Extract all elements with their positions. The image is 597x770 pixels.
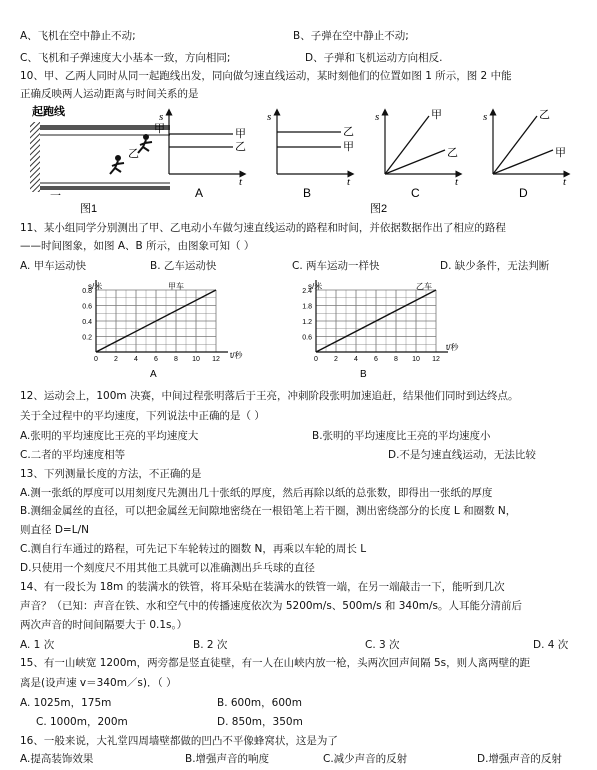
q11-option-b: B. 乙车运动快 <box>150 260 217 272</box>
chart-a-caption: A <box>150 369 157 380</box>
q13-option-d: D.只使用一个刻度尺不用其他工具就可以准确测出乒乓球的直径 <box>20 562 315 574</box>
chart-a-xtick-label: 2 <box>114 356 118 363</box>
q13-option-b-line1: B.测细金属丝的直径，可以把金属丝无间隙地密绕在一根铅笔上若干圈，测出密绕部分的长度 L 和圈数 N， <box>20 505 517 517</box>
chart-b-xtick-label: 0 <box>314 356 318 363</box>
fig2-panel-c <box>375 108 459 200</box>
chart-a-xtick-label: 8 <box>174 356 178 363</box>
panel-c-axis-t: t <box>455 176 459 188</box>
chart-b-series-label: 乙车 <box>416 282 432 291</box>
q14-option-c: C. 3 次 <box>365 639 400 651</box>
chart-a-xtick-label: 12 <box>212 356 220 363</box>
runner-jia <box>138 134 152 153</box>
chart-b-xtick-label: 6 <box>374 356 378 363</box>
panel-c-letter: C <box>411 186 420 200</box>
panel-a-axis-t: t <box>239 176 243 188</box>
q9-option-b: B、子弹在空中静止不动; <box>293 30 409 42</box>
panel-d-letter: D <box>519 186 528 200</box>
q13-option-b-line2: 则直径 D=L/N <box>20 524 89 536</box>
q16-option-b: B.增强声音的响度 <box>185 753 270 765</box>
chart-b-xtick-label: 12 <box>432 356 440 363</box>
chart-a-ytick-label: 0.8 <box>82 288 92 295</box>
q15-option-a: A. 1025m，175m <box>20 697 112 709</box>
q16-option-c: C.减少声音的反射 <box>323 753 408 765</box>
q14-option-b: B. 2 次 <box>193 639 228 651</box>
chart-b-ytick-label: 1.8 <box>302 303 312 311</box>
q14-stem-line3: 两次声音的时间间隔要大于 0.1s。） <box>20 619 188 631</box>
panel-d-axis-t: t <box>563 176 567 188</box>
chart-a-xtick-label: 0 <box>94 356 98 363</box>
chart-b-ytick-label: 1.2 <box>302 319 312 326</box>
q12-stem-line2: 关于全过程中的平均速度，下列说法中正确的是（ ） <box>20 410 265 422</box>
q10-stem-line2: 正确反映两人运动距离与时间关系的是 <box>20 88 199 100</box>
panel-b-label-bottom: 甲 <box>343 141 354 153</box>
panel-c-label-steep: 甲 <box>431 109 442 121</box>
panel-b-axis-s: s <box>267 111 272 123</box>
q11-chart-b <box>280 280 470 380</box>
panel-b-letter: B <box>303 186 312 200</box>
q12-option-b: B.张明的平均速度比王亮的平均速度小 <box>312 430 491 442</box>
panel-a-axis-s: s <box>159 111 164 123</box>
q11-stem-line2: ——时间图象，如图 A、B 所示，由图象可知（ ） <box>20 240 255 252</box>
runner-yi <box>110 155 124 174</box>
chart-b-xtick-label: 10 <box>412 356 420 363</box>
chart-b-ylabel: s/米 <box>308 282 323 291</box>
q13-option-a: A.测一张纸的厚度可以用刻度尺先测出几十张纸的厚度，然后再除以纸的总张数，即得出一张纸的厚度 <box>20 487 493 499</box>
q12-option-d: D.不是匀速直线运动，无法比较 <box>388 449 536 461</box>
q12-stem-line1: 12、运动会上，100m 决赛，中间过程张明落后于王亮，冲刺阶段张明加速追赶，结果他们同时到达终点。 <box>20 390 519 402</box>
q15-stem-line1: 15、有一山峡宽 1200m，两旁都是竖直徒壁，有一人在山峡内放一枪，头两次回声间隔 5s，则人离两壁的距 <box>20 657 531 669</box>
q11-option-c: C. 两车运动一样快 <box>292 260 380 272</box>
q15-option-c: C. 1000m，200m <box>36 716 128 728</box>
chart-b-caption: B <box>360 369 367 380</box>
q12-option-a: A.张明的平均速度比王亮的平均速度大 <box>20 430 199 442</box>
chart-b-ytick-label: 0.6 <box>302 334 312 342</box>
panel-d-label-steep: 乙 <box>539 109 550 121</box>
q13-stem: 13、下列测量长度的方法，不正确的是 <box>20 468 202 480</box>
q14-option-d: D. 4 次 <box>533 639 569 651</box>
q15-option-d: D. 850m，350m <box>217 716 303 728</box>
q16-option-a: A.提高装饰效果 <box>20 753 94 765</box>
panel-c-label-shallow: 乙 <box>447 147 458 159</box>
q13-option-c: C.测自行车通过的路程，可先记下车轮转过的圈数 N，再乘以车轮的周长 L <box>20 543 367 555</box>
chart-a-ylabel: s/米 <box>88 282 103 291</box>
chart-b-xtick-label: 2 <box>334 356 338 363</box>
track-top-edge <box>38 125 170 130</box>
fig2-panel-a <box>159 111 246 200</box>
q15-option-b: B. 600m，600m <box>217 697 302 709</box>
fig2-panel-d <box>483 108 567 200</box>
fig2-panel-b <box>267 111 354 200</box>
q9-option-d: D、子弹和飞机运动方向相反. <box>305 52 443 64</box>
runner-yi-label: 乙 <box>128 148 139 160</box>
figure-1-caption: 图1 <box>80 203 98 215</box>
runner-jia-label: 甲 <box>154 123 165 135</box>
q9-option-c: C、飞机和子弹速度大小基本一致，方向相同; <box>20 52 231 64</box>
panel-d-label-shallow: 甲 <box>555 147 566 159</box>
start-line-label: 起跑线 <box>32 106 65 118</box>
panel-b-label-top: 乙 <box>343 126 354 138</box>
panel-c-axis-s: s <box>375 111 380 123</box>
chart-a-series-label: 甲车 <box>168 282 184 291</box>
chart-a-ytick-label: 0.2 <box>82 334 92 342</box>
q11-option-d: D. 缺少条件，无法判断 <box>440 260 550 272</box>
q10-stem-line1: 10、甲、乙两人同时从同一起跑线出发，同向做匀速直线运动，某时刻他们的位置如图 1 所示，图 2 中能 <box>20 70 512 82</box>
chart-b-ytick-label: 2.4 <box>302 288 312 295</box>
chart-a-xlabel: t/秒 <box>230 351 243 360</box>
q11-option-a: A. 甲车运动快 <box>20 260 87 272</box>
start-line-post <box>30 122 40 192</box>
panel-b-axis-t: t <box>347 176 351 188</box>
chart-b-xtick-label: 4 <box>354 356 358 363</box>
panel-a-letter: A <box>195 186 204 200</box>
q9-option-a: A、飞机在空中静止不动; <box>20 30 136 42</box>
q12-option-c: C.二者的平均速度相等 <box>20 449 126 461</box>
q10-figure-2 <box>159 102 585 215</box>
q10-figure-1 <box>20 102 170 215</box>
q16-stem: 16、一般来说，大礼堂四周墙壁都做的凹凸不平像蜂窝状，这是为了 <box>20 735 338 747</box>
figure-1-dash: 一 <box>50 190 61 202</box>
chart-b-xtick-label: 8 <box>394 356 398 363</box>
panel-d-axis-s: s <box>483 111 488 123</box>
chart-a-ytick-label: 0.4 <box>82 319 92 326</box>
chart-a-ytick-label: 0.6 <box>82 303 92 311</box>
chart-a-xtick-label: 4 <box>134 356 138 363</box>
chart-b-xlabel: t/秒 <box>446 343 459 352</box>
chart-a-xtick-label: 10 <box>192 356 200 363</box>
q16-option-d: D.增强声音的反射 <box>477 753 562 765</box>
q14-option-a: A. 1 次 <box>20 639 55 651</box>
q11-chart-a <box>60 280 250 380</box>
q15-stem-line2: 离是(设声速 v＝340m／s)．（ ） <box>20 677 177 689</box>
q14-stem-line2: 声音？（已知：声音在铁、水和空气中的传播速度依次为 5200m/s、500m/s 和 340m/s。人耳能分清前后 <box>20 600 523 612</box>
figure-2-caption: 图2 <box>370 203 388 215</box>
panel-a-label-bottom: 乙 <box>235 141 246 153</box>
panel-a-label-top: 甲 <box>235 128 246 140</box>
q14-stem-line1: 14、有一段长为 18m 的装满水的铁管，将耳朵贴在装满水的铁管一端，在另一端敲击一下，能听到几次 <box>20 581 505 593</box>
chart-a-xtick-label: 6 <box>154 356 158 363</box>
q11-stem-line1: 11、某小组同学分别测出了甲、乙电动小车做匀速直线运动的路程和时间，并依据数据作出了相应的路程 <box>20 222 506 234</box>
